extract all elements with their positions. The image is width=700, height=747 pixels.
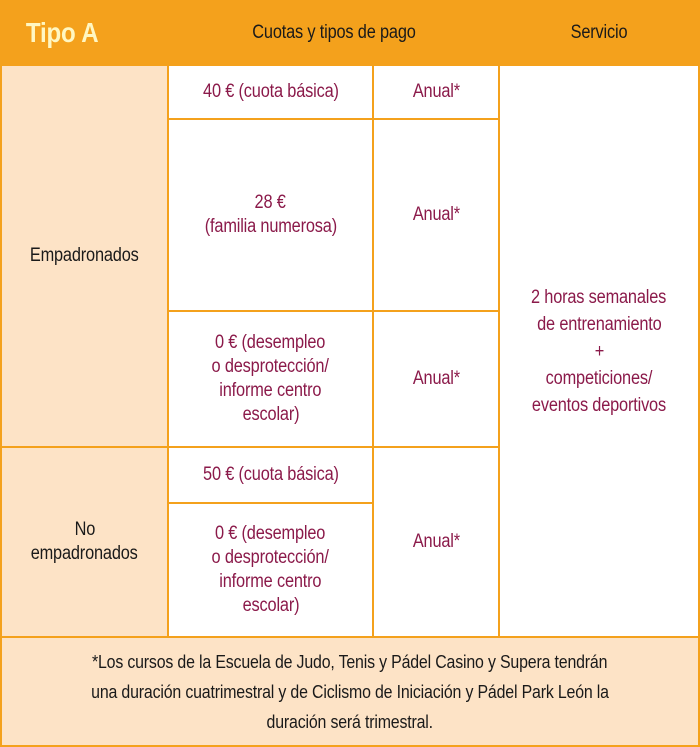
group-no-empadronados [2, 448, 167, 636]
header-service-label: Servicio [570, 22, 628, 43]
divider-h4 [2, 446, 498, 448]
header-service [500, 2, 698, 64]
fee-unemployed-line2: o desprotección/ [211, 356, 330, 377]
fee-no-basic-text: 50 € (cuota básica) [202, 464, 339, 485]
fee-unemployed-line3: informe centro [219, 380, 322, 401]
header-fees [169, 2, 498, 64]
header-fees-label: Cuotas y tipos de pago [251, 22, 416, 43]
divider-h5 [169, 502, 372, 504]
group-no-label-line2: empadronados [31, 543, 138, 564]
divider-h1 [2, 64, 698, 66]
service-line5: eventos deportivos [531, 394, 667, 416]
fee-cell-basic [169, 66, 372, 118]
service-line1: 2 horas semanales [531, 286, 667, 308]
group-empadronados [2, 66, 167, 446]
divider-v3 [498, 2, 500, 636]
fee-no-unemployed-line4: escolar) [242, 595, 299, 616]
payment-cell-basic [374, 66, 498, 118]
fee-large-family-line2: (familia numerosa) [204, 216, 337, 237]
footnote [2, 638, 698, 745]
service-cell [500, 66, 698, 636]
fee-cell-unemployed [169, 312, 372, 446]
service-line2: de entrenamiento [536, 313, 662, 335]
footnote-line1: *Los cursos de la Escuela de Judo, Tenis y Pádel Casino y Supera tendrán [92, 650, 608, 672]
fee-unemployed-line1: 0 € (desempleo [215, 332, 326, 353]
fee-cell-large-family [169, 120, 372, 310]
footnote-line3: duración será trimestral. [266, 710, 434, 732]
payment-unemployed-text: Anual* [412, 368, 460, 389]
fee-no-unemployed-line1: 0 € (desempleo [215, 523, 326, 544]
divider-v2 [372, 66, 374, 636]
fee-no-unemployed-line2: o desprotección/ [211, 547, 330, 568]
fee-basic-text: 40 € (cuota básica) [202, 81, 339, 102]
service-line4: competiciones/ [545, 367, 653, 389]
divider-h6 [2, 636, 698, 638]
divider-h3 [169, 310, 498, 312]
fee-cell-no-basic [169, 448, 372, 502]
fee-cell-no-unemployed [169, 504, 372, 636]
group-empadronados-label: Empadronados [30, 245, 139, 266]
payment-cell-no-empadronados [374, 448, 498, 636]
fee-large-family-line1: 28 € [254, 192, 287, 213]
footnote-line2: una duración cuatrimestral y de Ciclismo de Iniciación y Pádel Park León la [91, 680, 609, 702]
divider-v1 [167, 2, 169, 636]
payment-no-empadronados-text: Anual* [412, 531, 460, 552]
table-title [2, 2, 167, 64]
fee-unemployed-line4: escolar) [242, 404, 299, 425]
payment-cell-large-family [374, 120, 498, 310]
payment-basic-text: Anual* [412, 81, 460, 102]
payment-large-family-text: Anual* [412, 204, 460, 225]
fee-no-unemployed-line3: informe centro [219, 571, 322, 592]
service-line3: + [594, 340, 604, 362]
group-no-label-line1: No [74, 519, 95, 540]
title-text: Tipo A [25, 17, 99, 48]
divider-h2 [169, 118, 498, 120]
payment-cell-unemployed [374, 312, 498, 446]
